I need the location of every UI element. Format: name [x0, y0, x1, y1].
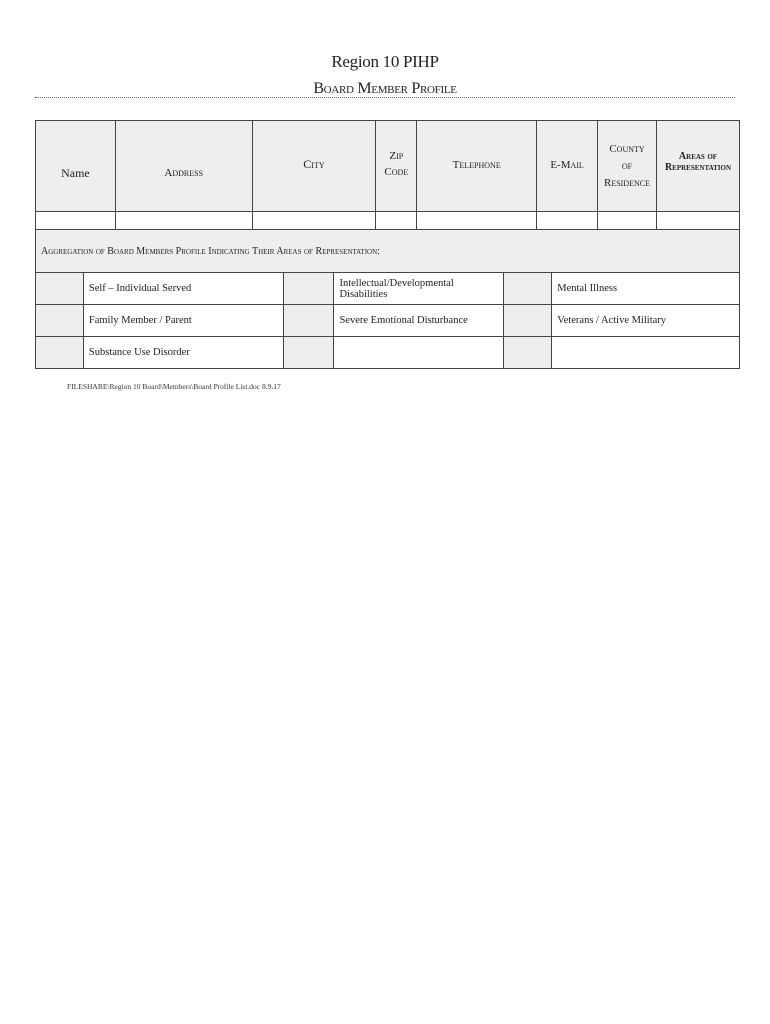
area-label [334, 337, 504, 369]
area-label: Mental Illness [552, 273, 740, 305]
checkbox-cell[interactable] [504, 305, 552, 337]
subtitle-row [35, 80, 735, 100]
col-header-name: Name [36, 121, 116, 212]
col-header-city: City [252, 121, 376, 212]
checkbox-cell[interactable] [504, 337, 552, 369]
col-header-telephone: Telephone [417, 121, 537, 212]
aggregation-row [36, 337, 740, 369]
col-header-zip: Zip Code [376, 121, 417, 212]
area-label: Intellectual/Developmental Disabilities [334, 273, 504, 305]
col-header-email: E-Mail [537, 121, 598, 212]
file-path-footer: FILESHARE\Region 10 Board\Members\Board Profile List.doc 8.9.17 [67, 382, 281, 391]
area-label: Self – Individual Served [83, 273, 283, 305]
checkbox-cell[interactable] [283, 273, 334, 305]
checkbox-cell[interactable] [36, 337, 84, 369]
area-label [552, 337, 740, 369]
aggregation-heading: Aggregation of Board Members Profile Indicating Their Areas of Representation: [36, 230, 740, 273]
profile-header-row [36, 121, 740, 212]
area-label: Substance Use Disorder [83, 337, 283, 369]
area-label: Severe Emotional Disturbance [334, 305, 504, 337]
checkbox-cell[interactable] [283, 305, 334, 337]
checkbox-cell[interactable] [36, 273, 84, 305]
document-title: Region 10 PIHP [331, 52, 439, 71]
checkbox-cell[interactable] [283, 337, 334, 369]
checkbox-cell[interactable] [504, 273, 552, 305]
document-subtitle: Board Member Profile [313, 80, 457, 97]
col-header-areas: Areas of Representation [656, 121, 739, 212]
profile-table [35, 120, 740, 243]
aggregation-table [35, 229, 740, 369]
col-header-address: Address [115, 121, 252, 212]
aggregation-row [36, 273, 740, 305]
area-label: Veterans / Active Military [552, 305, 740, 337]
aggregation-row [36, 305, 740, 337]
checkbox-cell[interactable] [36, 305, 84, 337]
col-header-county: County of Residence [598, 121, 657, 212]
area-label: Family Member / Parent [83, 305, 283, 337]
